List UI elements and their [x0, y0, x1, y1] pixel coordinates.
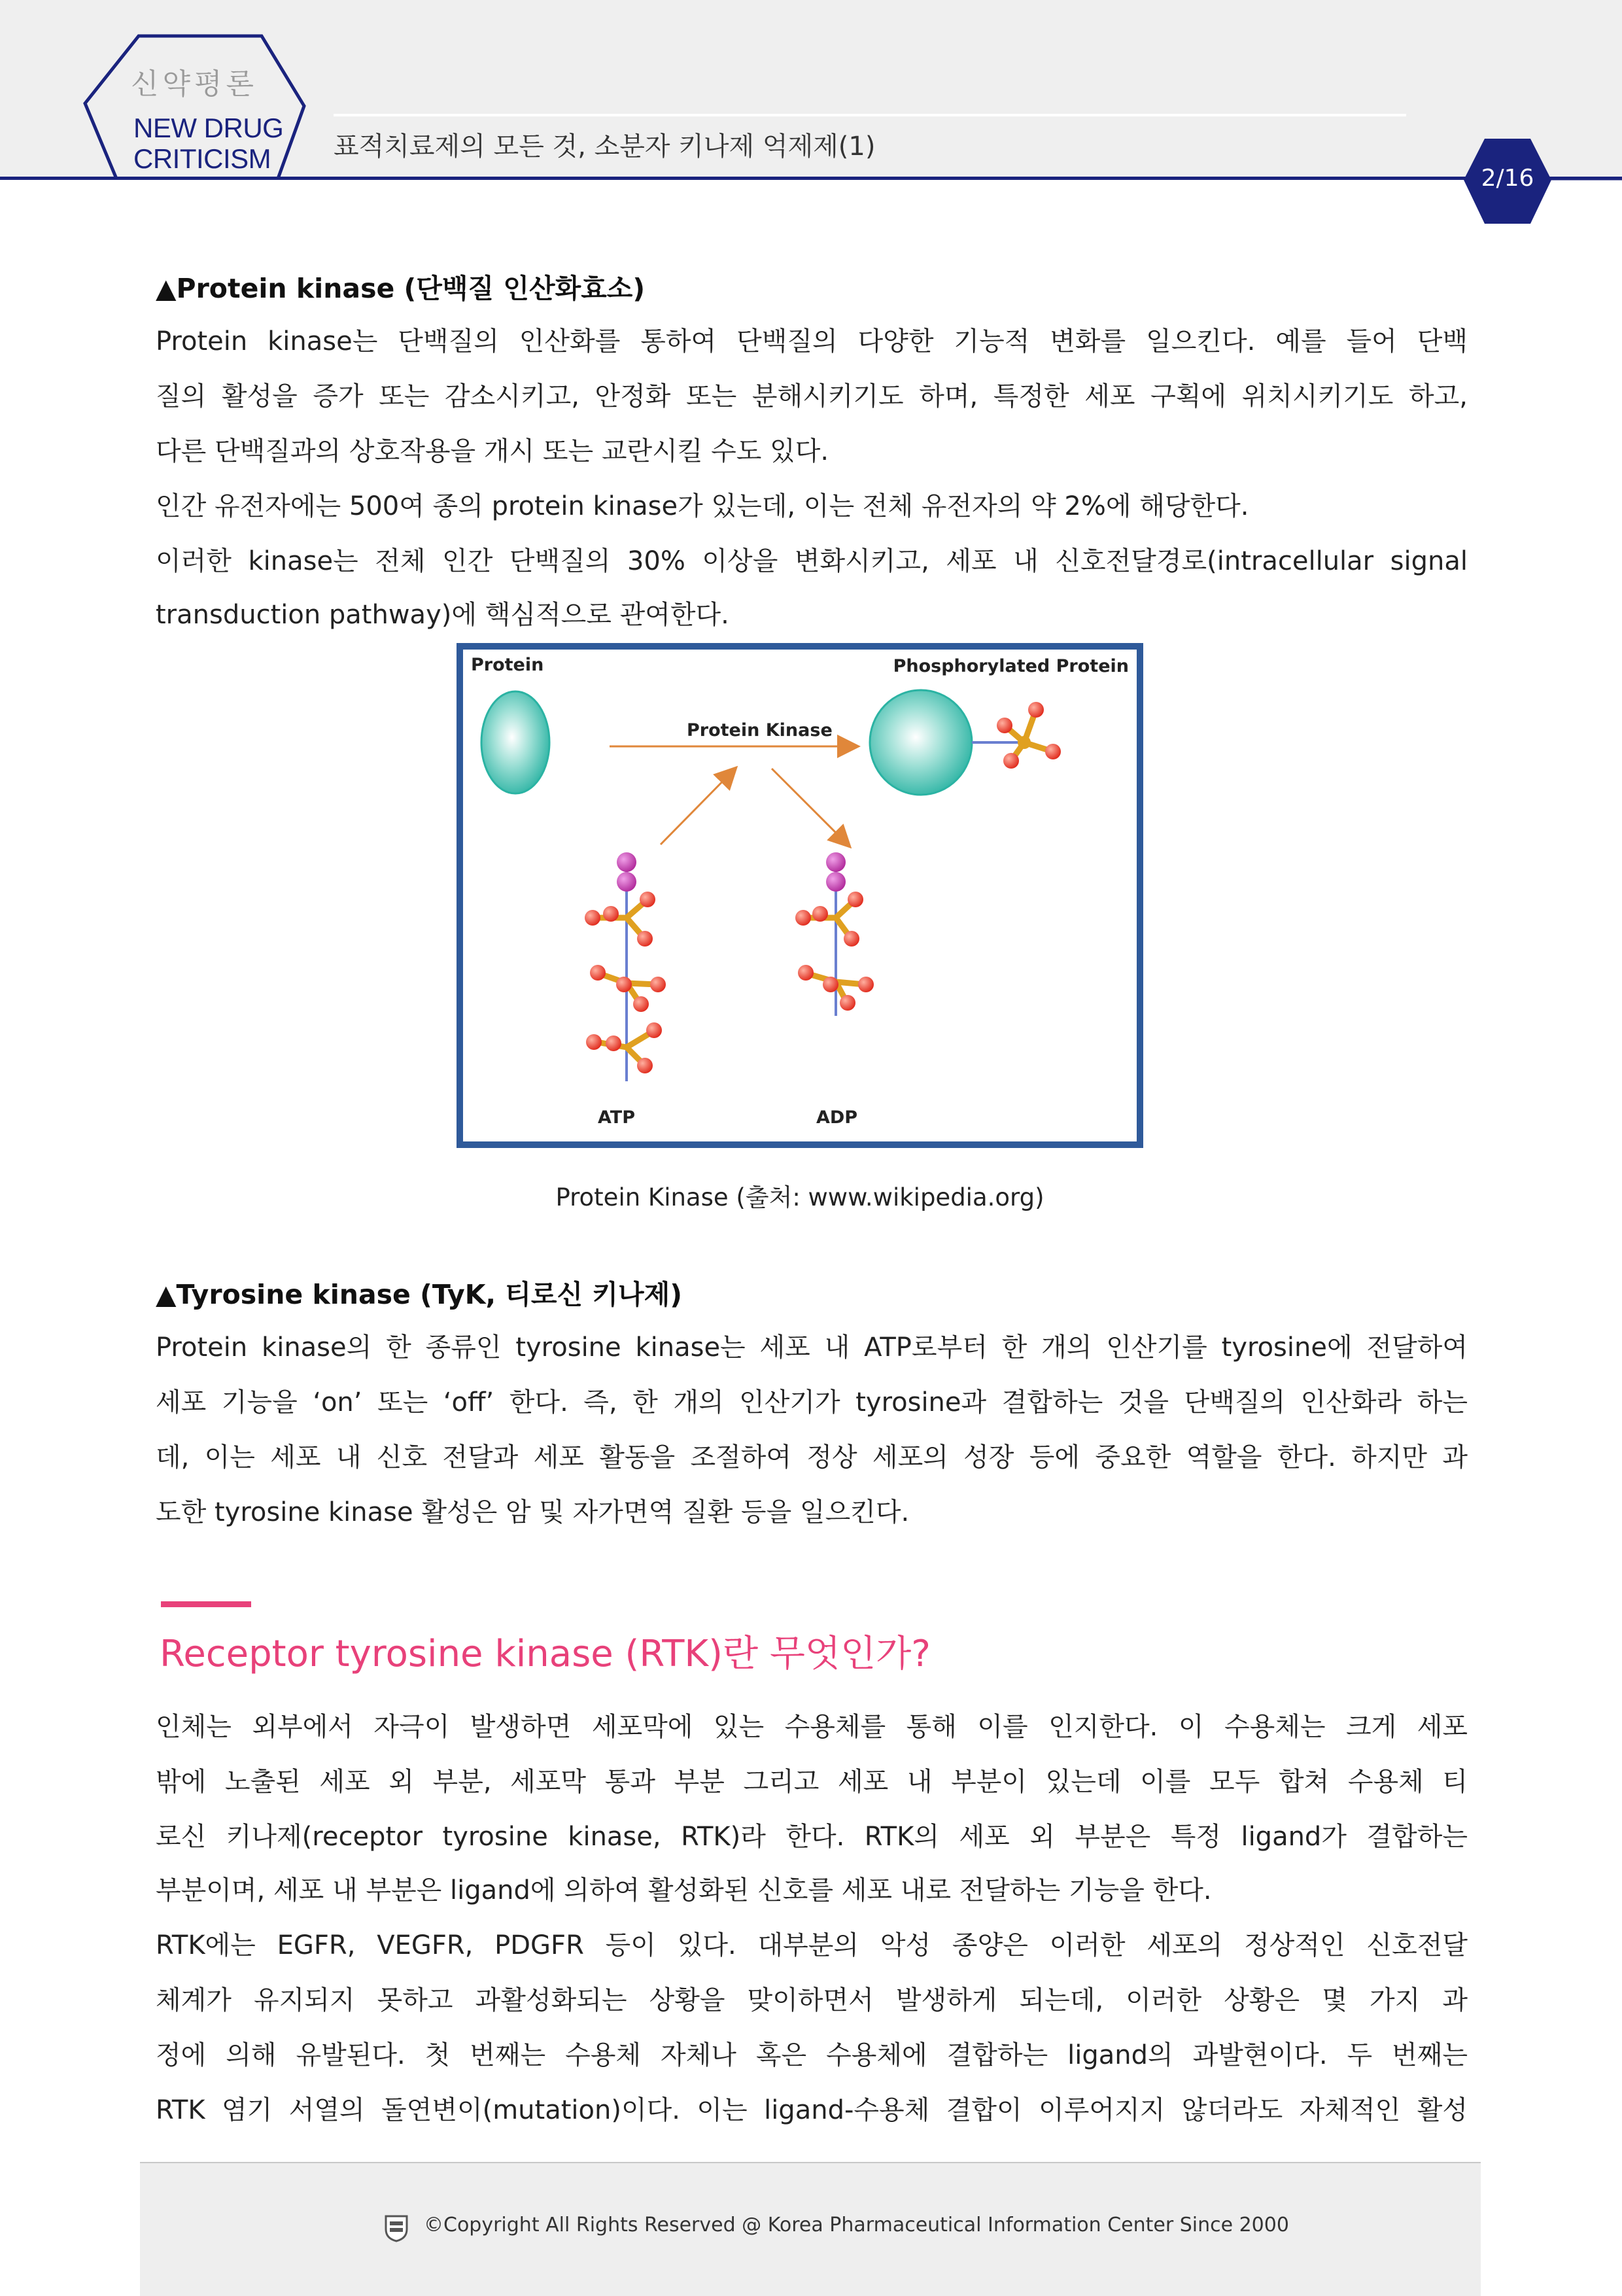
atp-molecule [585, 852, 666, 1081]
paragraph-line: 다른 단백질과의 상호작용을 개시 또는 교란시킬 수도 있다. [156, 436, 829, 466]
figure-label-protein: Protein [471, 655, 544, 675]
protein-molecule [481, 691, 549, 793]
phosphorylated-protein-molecule [870, 690, 972, 795]
paragraph-line: 부분이며, 세포 내 부분은 ligand에 의하여 활성화된 신호를 세포 내로 전달하는 기능을 한다. [156, 1875, 1212, 1905]
atp-arrow [661, 769, 735, 844]
adp-arrow [772, 769, 849, 846]
attached-phosphate-group [997, 702, 1061, 769]
figure-caption: Protein Kinase (출처: www.wikipedia.org) [555, 1183, 1044, 1211]
section-accent-bar [161, 1601, 251, 1607]
figure-label-atp: ATP [598, 1107, 636, 1128]
paragraph-line: 로신 키나제(receptor tyrosine kinase, RTK)라 한다. RTK의 세포 외 부분은 특정 ligand가 결합하는 [156, 1822, 1468, 1852]
footer-copyright: ©Copyright All Rights Reserved @ Korea Pharmaceutical Information Center Since 2000 [424, 2214, 1289, 2236]
figure-label-adp: ADP [816, 1107, 858, 1128]
paragraph-line: Protein kinase는 단백질의 인산화를 통하여 단백질의 다양한 기능적 변화를 일으킨다. 예를 들어 단백 [156, 326, 1468, 357]
logo-english-line1: NEW DRUG [133, 113, 284, 143]
paragraph-line: transduction pathway)에 핵심적으로 관여한다. [156, 600, 729, 630]
paragraph-line: 인체는 외부에서 자극이 발생하면 세포막에 있는 수용체를 통해 이를 인지한다. 이 수용체는 크게 세포 [156, 1712, 1468, 1742]
paragraph-line: 질의 활성을 증가 또는 감소시키고, 안정화 또는 분해시키기도 하며, 특정한 세포 구획에 위치시키기도 하고, [156, 381, 1468, 411]
section-heading-protein-kinase: ▲Protein kinase (단백질 인산화효소) [156, 273, 646, 304]
document-title: 표적치료제의 모든 것, 소분자 키나제 억제제(1) [334, 131, 876, 162]
page-number: 2/16 [1481, 165, 1534, 192]
figure-label-protein-kinase: Protein Kinase [687, 720, 833, 740]
protein-kinase-figure [457, 643, 1143, 1148]
paragraph-line: 체계가 유지되지 못하고 과활성화되는 상황을 맞이하면서 발생하게 되는데, 이러한 상황은 몇 가지 과 [156, 1985, 1468, 2015]
paragraph-line: 세포 기능을 ‘on’ 또는 ‘off’ 한다. 즉, 한 개의 인산기가 tyrosine과 결합하는 것을 단백질의 인산화라 하는 [156, 1387, 1468, 1418]
section-title-rtk: Receptor tyrosine kinase (RTK)란 무엇인가? [160, 1633, 931, 1675]
paragraph-line: RTK 염기 서열의 돌연변이(mutation)이다. 이는 ligand-수용체 결합이 이루어지지 않더라도 자체적인 활성 [156, 2095, 1468, 2125]
paragraph-line: 데, 이는 세포 내 신호 전달과 세포 활동을 조절하여 정상 세포의 성장 등에 중요한 역할을 한다. 하지만 과 [156, 1442, 1468, 1472]
paragraph-line: 이러한 kinase는 전체 인간 단백질의 30% 이상을 변화시키고, 세포 내 신호전달경로(intracellular signal [156, 546, 1468, 576]
paragraph-line: 밖에 노출된 세포 외 부분, 세포막 통과 부분 그리고 세포 내 부분이 있는데 이를 모두 합쳐 수용체 티 [156, 1767, 1468, 1797]
logo-korean: 신약평론 [131, 67, 258, 101]
logo-english [133, 113, 283, 174]
figure-label-phosphorylated-protein: Phosphorylated Protein [893, 656, 1129, 676]
logo-english-line2: CRITICISM [133, 143, 271, 174]
adp-molecule [795, 852, 874, 1016]
paragraph-line: 정에 의해 유발된다. 첫 번째는 수용체 자체나 혹은 수용체에 결합하는 ligand의 과발현이다. 두 번째는 [156, 2040, 1468, 2070]
paragraph-line: RTK에는 EGFR, VEGFR, PDGFR 등이 있다. 대부분의 악성 종양은 이러한 세포의 정상적인 신호전달 [156, 1930, 1468, 1960]
paragraph-line: 인간 유전자에는 500여 종의 protein kinase가 있는데, 이는 전체 유전자의 약 2%에 해당한다. [156, 491, 1249, 521]
paragraph-line: 도한 tyrosine kinase 활성은 암 및 자가면역 질환 등을 일으킨다. [156, 1497, 910, 1527]
section-heading-tyrosine-kinase: ▲Tyrosine kinase (TyK, 티로신 키나제) [156, 1279, 682, 1310]
kpic-shield-icon [383, 2214, 409, 2242]
paragraph-line: Protein kinase의 한 종류인 tyrosine kinase는 세포 내 ATP로부터 한 개의 인산기를 tyrosine에 전달하여 [156, 1332, 1468, 1363]
